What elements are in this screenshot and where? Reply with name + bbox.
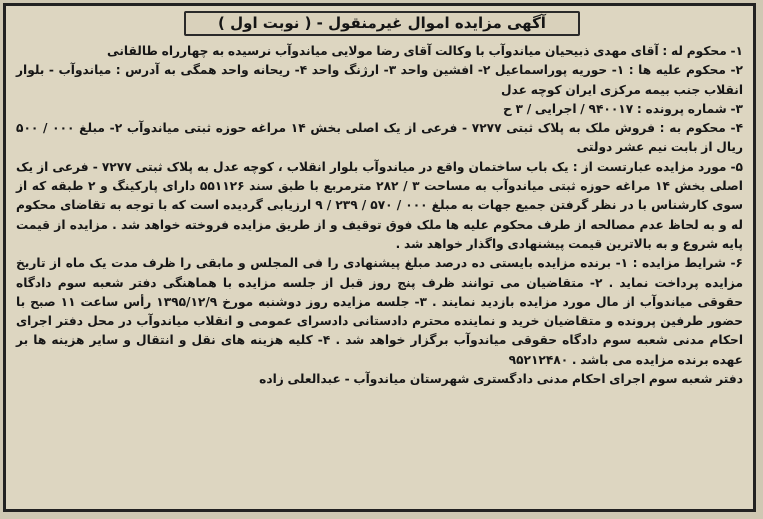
paragraph-judgment-creditor: ۱- محکوم له : آقای مهدی ذبیحیان میاندوآب با وکالت آقای رضا مولایی میاندوآب نرسیده به چهارراه طالقانی bbox=[107, 44, 743, 58]
notice-title: آگهی مزایده اموال غیرمنقول - ( نوبت اول ) bbox=[184, 11, 580, 36]
paragraph-judgment-subject: ۴- محکوم به : فروش ملک به پلاک ثبتی ۷۲۷۷ - فرعی از یک اصلی بخش ۱۴ مراغه حوزه ثبتی میاندوآب ۲- مبلغ ۰۰۰ / ۵۰۰ ریال از بابت نیم عشر دولتی bbox=[16, 121, 744, 155]
notice-footer: دفتر شعبه سوم اجرای احکام مدنی دادگستری شهرستان میاندوآب - عبدالعلی زاده bbox=[259, 372, 743, 387]
paragraph-auction-conditions bbox=[16, 254, 743, 370]
notice-body bbox=[16, 42, 743, 389]
legal-notice bbox=[3, 3, 756, 512]
paragraph-auction-item: ۵- مورد مزایده عبارتست از : یک باب ساختمان واقع در میاندوآب بلوار انقلاب ، کوچه عدل به پلاک ثبتی ۷۲۷۷ - فرعی از یک اصلی بخش ۱۴ مراغه حوزه ثبتی میاندوآب به مساحت ۳ / ۲۸۲ مترمربع با طبق سند ۵۵۱۱۲۶ دارای پارکینگ و ۲ طبقه که از سوی کارشناس با در نظر گرفتن جمیع جهات به مبلغ ۰۰۰ / ۵۷۰ / ۲۳۹ / ۹ ارزیابی گردیده است که با توجه به تقاضای محکوم له و به لحاظ عدم مصالحه از طرف محکوم علیه ها ملک فوق توقیف و از طریق مزایده فروخته خواهد شد . مزایده از قیمت پایه شروع و به بالاترین قیمت پیشنهادی واگذار خواهد شد . bbox=[16, 159, 744, 251]
auction-conditions-text: ۶- شرایط مزایده : ۱- برنده مزایده بایستی ده درصد مبلغ پیشنهادی را فی المجلس و مابقی را ظرف مدت یک ماه از تاریخ مزایده پرداخت نماید . ۲- متقاضیان می توانند ظرف پنج روز قبل از جلسه مزایده با هماهنگی دفتر شعبه سوم دادگاه حقوقی میاندوآب از مال مورد مزایده بازدید نمایند . ۳- جلسه مزایده روز دوشنبه مورخ ۱۳۹۵/۱۲/۹ رأس ساعت ۱۱ صبح با حضور طرفین پرونده و متقاضیان خرید و نماینده محترم دادستانی دادسرای عمومی و انقلاب میاندوآب در محل دفتر اجرای احکام مدنی شعبه سوم دادگاه حقوقی میاندوآب برگزار خواهد شد . ۴- کلیه هزینه های نقل و انتقال و سایر هزینه ها بر عهده برنده مزایده می باشد . ۹۵۲۱۲۴۸۰ bbox=[16, 256, 744, 367]
paragraph-case-number: ۳- شماره پرونده : ۹۴۰۰۱۷ / اجرایی / ۳ ح bbox=[503, 101, 743, 116]
paragraph-judgment-debtors: ۲- محکوم علیه ها : ۱- حوریه پوراسماعیل ۲- افشین واحد ۳- ارژنگ واحد ۴- ریحانه واحد همگی به آدرس : میاندوآب - بلوار انقلاب جنب بیمه مرکزی ایران کوچه عدل bbox=[16, 63, 743, 97]
